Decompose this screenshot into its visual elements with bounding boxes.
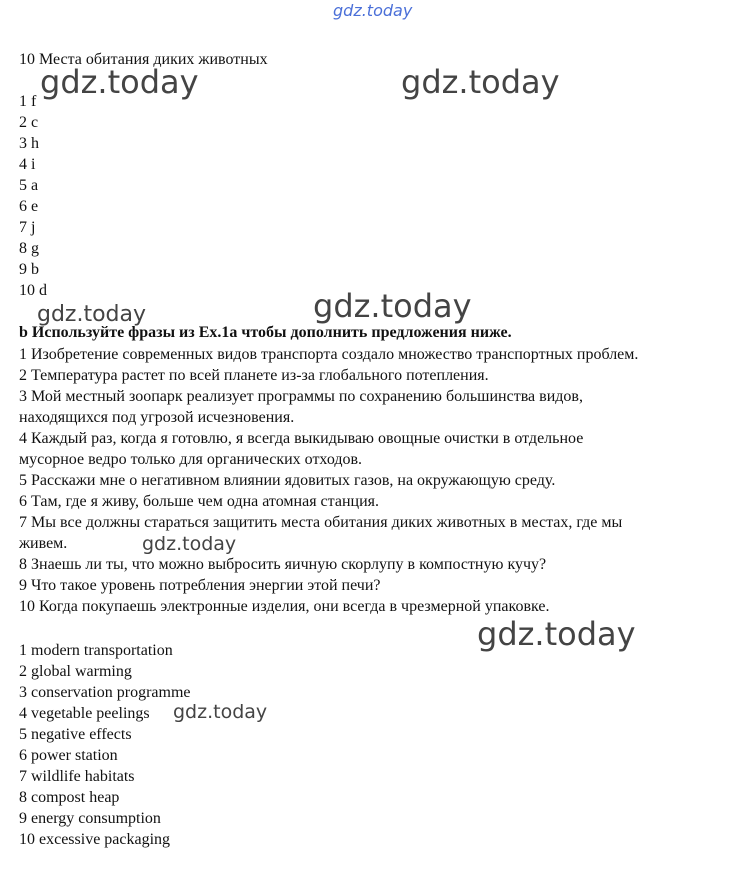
phrase-item: 8 compost heap <box>19 789 120 806</box>
sentence-line: 8 Знаешь ли ты, что можно выбросить яичную скорлупу в компостную кучу? <box>19 556 547 573</box>
sentence-line: 4 Каждый раз, когда я готовлю, я всегда выкидываю овощные очистки в отдельное <box>19 430 584 447</box>
watermark: gdz.today <box>313 287 472 325</box>
answer-item: 8 g <box>19 240 39 257</box>
phrase-item: 7 wildlife habitats <box>19 768 135 785</box>
answer-item: 3 h <box>19 135 39 152</box>
answer-item: 4 i <box>19 156 36 173</box>
phrase-item: 1 modern transportation <box>19 642 173 659</box>
watermark: gdz.today <box>401 63 560 101</box>
phrase-item: 5 negative effects <box>19 726 132 743</box>
sentence-line: 6 Там, где я живу, больше чем одна атомная станция. <box>19 493 379 510</box>
answer-item: 2 c <box>19 114 39 131</box>
sentence-line: 9 Что такое уровень потребления энергии этой печи? <box>19 577 381 594</box>
phrase-item: 3 conservation programme <box>19 684 191 701</box>
sentence-line: находящихся под угрозой исчезновения. <box>19 409 295 426</box>
answer-item: 10 d <box>19 282 47 299</box>
phrase-item: 9 energy consumption <box>19 810 161 827</box>
sentence-line: мусорное ведро только для органических отходов. <box>19 451 363 468</box>
watermark: gdz.today <box>37 302 147 327</box>
sentence-line: 3 Мой местный зоопарк реализует программы по сохранению большинства видов, <box>19 388 583 405</box>
watermark: gdz.today <box>477 615 636 653</box>
watermark: gdz.today <box>40 63 199 101</box>
watermark: gdz.today <box>142 533 237 555</box>
section-a-title: 10 Места обитания диких животных <box>19 51 268 68</box>
sentence-line: 10 Когда покупаешь электронные изделия, они всегда в чрезмерной упаковке. <box>19 598 550 615</box>
sentence-line: 1 Изобретение современных видов транспорта создало множество транспортных проблем. <box>19 346 639 363</box>
sentence-line: живем. <box>19 535 68 552</box>
sentence-line: 5 Расскажи мне о негативном влиянии ядовитых газов, на окружающую среду. <box>19 472 556 489</box>
answer-item: 7 j <box>19 219 36 236</box>
section-b-heading: b Используйте фразы из Ex.1a чтобы дополнить предложения ниже. <box>19 324 512 341</box>
phrase-item: 2 global warming <box>19 663 132 680</box>
phrase-item: 6 power station <box>19 747 118 764</box>
phrase-item: 4 vegetable peelings <box>19 705 150 722</box>
answer-item: 9 b <box>19 261 39 278</box>
answer-item: 5 a <box>19 177 39 194</box>
answer-item: 1 f <box>19 93 37 110</box>
watermark-top: gdz.today <box>333 1 413 20</box>
answer-item: 6 e <box>19 198 39 215</box>
phrase-item: 10 excessive packaging <box>19 831 171 848</box>
sentence-line: 7 Мы все должны стараться защитить места обитания диких животных в местах, где мы <box>19 514 623 531</box>
sentence-line: 2 Температура растет по всей планете из-за глобального потепления. <box>19 367 489 384</box>
watermark: gdz.today <box>173 701 268 723</box>
